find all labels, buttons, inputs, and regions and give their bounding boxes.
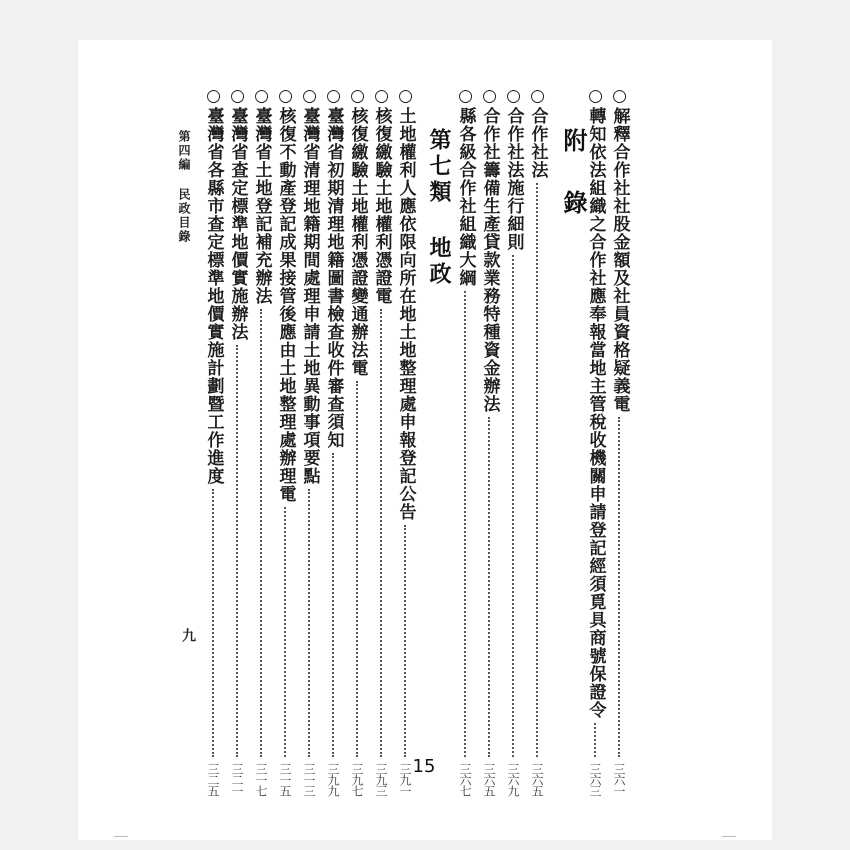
running-header: 第四編 民政目錄 bbox=[177, 130, 191, 244]
leader-dots bbox=[212, 489, 214, 757]
entry-marker-icon: ○ bbox=[371, 86, 392, 107]
entry-page: 三一三 bbox=[302, 763, 316, 796]
entry-title: 土地權利人應依限向所在地土地整理處申報登記公告 bbox=[395, 107, 416, 521]
entry-title: 核復繳驗土地權利憑證電 bbox=[371, 107, 392, 305]
leader-dots bbox=[380, 309, 382, 757]
crop-mark bbox=[114, 836, 128, 837]
entry-title: 合作社法 bbox=[527, 107, 548, 179]
leader-dots bbox=[594, 723, 596, 757]
toc-entry bbox=[524, 86, 550, 796]
toc-entry bbox=[476, 86, 502, 796]
entry-marker-icon: ○ bbox=[527, 86, 548, 107]
entry-marker-icon: ○ bbox=[299, 86, 320, 107]
entry-page: 三六五 bbox=[482, 763, 496, 796]
entry-marker-icon: ○ bbox=[479, 86, 500, 107]
leader-dots bbox=[464, 291, 466, 757]
entry-page: 三六九 bbox=[506, 763, 520, 796]
toc-entry bbox=[248, 86, 274, 796]
toc-entry bbox=[452, 86, 478, 796]
leader-dots bbox=[488, 417, 490, 757]
toc-entry bbox=[272, 86, 298, 796]
entry-title: 核復繳驗土地權利憑證變通辦法電 bbox=[347, 107, 368, 377]
entry-page: 三六七 bbox=[458, 763, 472, 796]
section-heading: 第七類 地政 bbox=[426, 128, 452, 288]
entry-title: 核復不動產登記成果接管後應由土地整理處辦理電 bbox=[275, 107, 296, 503]
toc-entry bbox=[200, 86, 226, 796]
entry-title: 臺灣省各縣市查定標準地價實施計劃暨工作進度 bbox=[203, 107, 224, 485]
entry-marker-icon: ○ bbox=[323, 86, 344, 107]
appendix-heading: 附錄 bbox=[559, 128, 588, 252]
entry-title: 縣各級合作社組織大綱 bbox=[455, 107, 476, 287]
toc-entry bbox=[392, 86, 418, 796]
leader-dots bbox=[356, 381, 358, 757]
entry-title: 臺灣省土地登記補充辦法 bbox=[251, 107, 272, 305]
document-page bbox=[78, 40, 772, 840]
entry-marker-icon: ○ bbox=[275, 86, 296, 107]
entry-marker-icon: ○ bbox=[609, 86, 630, 107]
toc-entry bbox=[500, 86, 526, 796]
entry-title: 轉知依法組織之合作社應奉報當地主管稅收機關申請登記經須覓具商號保證令 bbox=[585, 107, 606, 719]
crop-mark bbox=[722, 836, 736, 837]
page-number: 15 bbox=[412, 756, 436, 777]
entry-title: 臺灣省查定標準地價實施辦法 bbox=[227, 107, 248, 341]
entry-title: 合作社籌備生產貸款業務特種資金辦法 bbox=[479, 107, 500, 413]
entry-page: 三六五 bbox=[530, 763, 544, 796]
toc-entry bbox=[368, 86, 394, 796]
entry-page: 三二一 bbox=[230, 763, 244, 796]
entry-title: 合作社法施行細則 bbox=[503, 107, 524, 251]
leader-dots bbox=[284, 507, 286, 757]
entry-page: 三六一 bbox=[612, 763, 626, 796]
entry-page: 三六三 bbox=[588, 763, 602, 796]
toc-entry bbox=[224, 86, 250, 796]
entry-page: 三九七 bbox=[350, 763, 364, 796]
leader-dots bbox=[308, 489, 310, 757]
entry-page: 三二五 bbox=[206, 763, 220, 796]
leader-dots bbox=[332, 453, 334, 757]
entry-page: 三九三 bbox=[374, 763, 388, 796]
entry-title: 解釋合作社社股金額及社員資格疑義電 bbox=[609, 107, 630, 413]
entry-marker-icon: ○ bbox=[585, 86, 606, 107]
entry-marker-icon: ○ bbox=[227, 86, 248, 107]
toc-entry bbox=[320, 86, 346, 796]
entry-marker-icon: ○ bbox=[503, 86, 524, 107]
toc-entry bbox=[296, 86, 322, 796]
leader-dots bbox=[536, 183, 538, 757]
leader-dots bbox=[618, 417, 620, 757]
entry-marker-icon: ○ bbox=[455, 86, 476, 107]
leader-dots bbox=[512, 255, 514, 757]
entry-title: 臺灣省清理地籍期間處理申請土地異動事項要點 bbox=[299, 107, 320, 485]
entry-marker-icon: ○ bbox=[347, 86, 368, 107]
leader-dots bbox=[260, 309, 262, 757]
leader-dots bbox=[404, 525, 406, 757]
entry-page: 三九九 bbox=[326, 763, 340, 796]
entry-marker-icon: ○ bbox=[203, 86, 224, 107]
folio-number: 九 bbox=[180, 628, 196, 642]
entry-marker-icon: ○ bbox=[251, 86, 272, 107]
entry-marker-icon: ○ bbox=[395, 86, 416, 107]
entry-page: 三九一 bbox=[398, 763, 412, 796]
entry-page: 三一五 bbox=[278, 763, 292, 796]
entry-title: 臺灣省初期清理地籍圖書檢查收件審查須知 bbox=[323, 107, 344, 449]
toc-entry bbox=[344, 86, 370, 796]
entry-page: 三一七 bbox=[254, 763, 268, 796]
leader-dots bbox=[236, 345, 238, 757]
toc-entry bbox=[606, 86, 632, 796]
